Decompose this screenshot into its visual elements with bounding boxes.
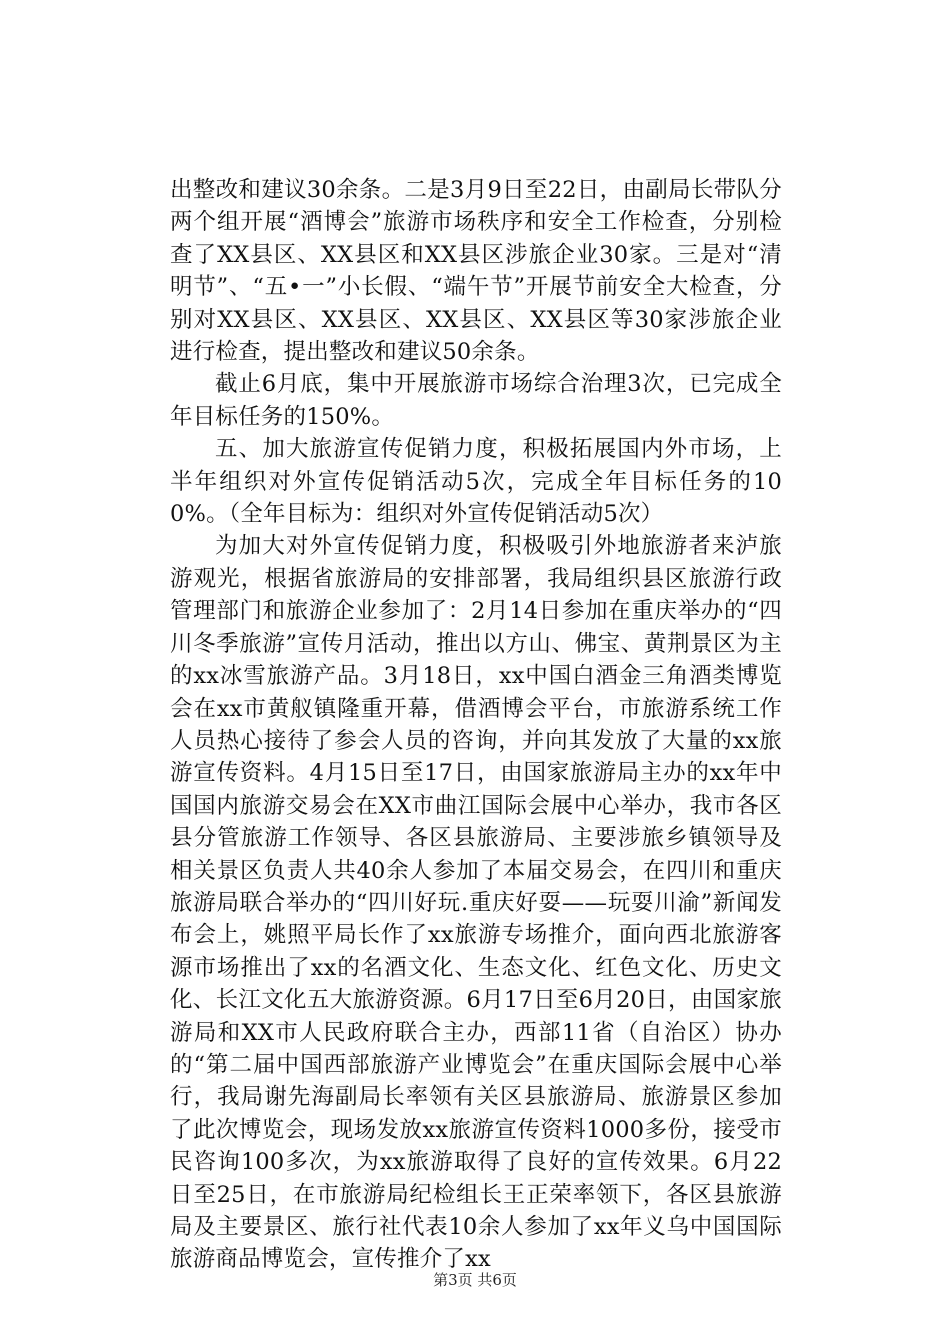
document-body [170, 174, 782, 1276]
paragraph-inspection-continuation: 出整改和建议30余条。二是3月9日至22日，由副局长带队分两个组开展“酒博会”旅游市场秩序和安全工作检查，分别检查了XX县区、XX县区和XX县区涉旅企业30家。三是对“清明节”、“五•一”小长假、“端午节”开展节前安全大检查，分别对XX县区、XX县区、XX县区、XX县区等30家涉旅企业进行检查，提出整改和建议50余条。 [170, 177, 782, 366]
paragraph-market-governance: 截止6月底，集中开展旅游市场综合治理3次，已完成全年目标任务的150%。 [170, 371, 782, 430]
paragraph-promotion-activities: 为加大对外宣传促销力度，积极吸引外地旅游者来泸旅游观光，根据省旅游局的安排部署，我局组织县区旅游行政管理部门和旅游企业参加了：2月14日参加在重庆举办的“四川冬季旅游”宣传月活动，推出以方山、佛宝、黄荆景区为主的xx冰雪旅游产品。3月18日，xx中国白酒金三角酒类博览会在xx市黄舣镇隆重开幕，借酒博会平台，市旅游系统工作人员热心接待了参会人员的咨询，并向其发放了大量的xx旅游宣传资料。4月15日至17日，由国家旅游局主办的xx年中国国内旅游交易会在XX市曲江国际会展中心举办，我市各区县分管旅游工作领导、各区县旅游局、主要涉旅乡镇领导及相关景区负责人共40余人参加了本届交易会，在四川和重庆旅游局联合举办的“四川好玩.重庆好耍——玩耍川渝”新闻发布会上，姚照平局长作了xx旅游专场推介，面向西北旅游客源市场推出了xx的名酒文化、生态文化、红色文化、历史文化、长江文化五大旅游资源。6月17日至6月20日，由国家旅游局和XX市人民政府联合主办，西部11省（自治区）协办的“第二届中国西部旅游产业博览会”在重庆国际会展中心举行，我局谢先海副局长率领有关区县旅游局、旅游景区参加了此次博览会，现场发放xx旅游宣传资料1000多份，接受市民咨询100多次，为xx旅游取得了良好的宣传效果。6月22日至25日，在市旅游局纪检组长王正荣率领下，各区县旅游局及主要景区、旅行社代表10余人参加了xx年义乌中国国际旅游商品博览会，宣传推介了xx [170, 533, 782, 1273]
page-number-footer: 第3页 共6页 [433, 1271, 517, 1289]
paragraph-section-five-heading: 五、加大旅游宣传促销力度，积极拓展国内外市场，上半年组织对外宣传促销活动5次，完成全年目标任务的100%。（全年目标为：组织对外宣传促销活动5次） [170, 436, 782, 528]
